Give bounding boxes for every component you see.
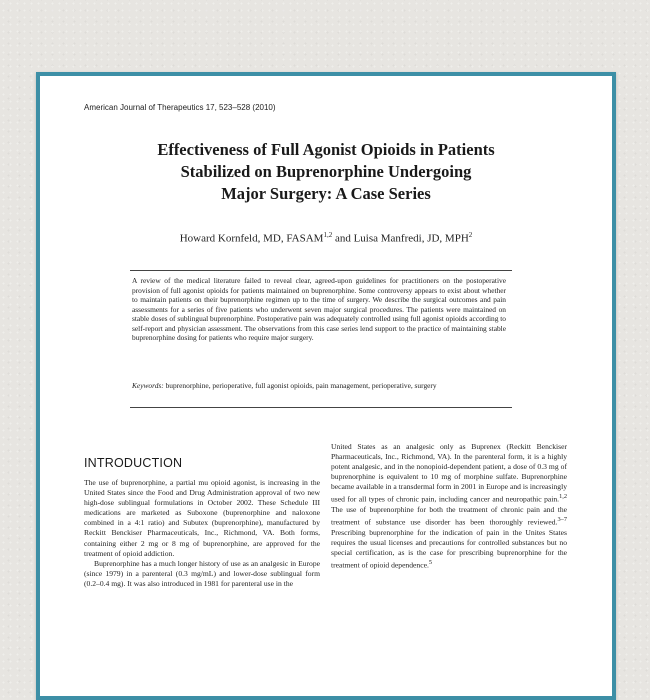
paragraph-text: Prescribing buprenorphine for the indication of pain in the Unites States requires the usual licenses and precautions for controlled substances but no special certification, as is the case for prescribing buprenorphine for the treatment of opioid dependence. xyxy=(331,527,567,570)
paragraph xyxy=(331,442,567,571)
article-title xyxy=(40,139,612,205)
document-frame xyxy=(36,72,616,700)
title-line-1: Effectiveness of Full Agonist Opioids in Patients xyxy=(157,140,495,159)
abstract-bottom-rule xyxy=(130,407,512,408)
section-heading-introduction: INTRODUCTION xyxy=(84,456,183,470)
author-1-affiliation: 1,2 xyxy=(323,231,333,239)
title-line-2: Stabilized on Buprenorphine Undergoing xyxy=(180,162,472,181)
author-1: Howard Kornfeld, MD, FASAM xyxy=(179,232,324,245)
keywords xyxy=(132,381,506,391)
author-joiner: and xyxy=(332,232,354,245)
author-list xyxy=(40,231,612,245)
paragraph: Buprenorphine has a much longer history of use as an analgesic in Europe (since 1979) in a parenteral (0.3 mg/mL) and lower-dose sublingual form (0.2–0.4 mg). It was also introduced in 1981 for parenteral use in the xyxy=(84,558,320,588)
author-2-affiliation: 2 xyxy=(468,231,473,239)
paragraph-text: United States as an analgesic only as Buprenex (Reckitt Benckiser Pharmaceuticals, Inc., Richmond, VA). In the parenteral form, it is a highly potent analgesic, and in the nonopioid-dependent patient, a dose of 0.3 mg of buprenorphine is equivalent to 10 mg of morphine sulfate. Buprenorphine became available in a transdermal form in 2001 in Europe and is increasingly used for all types of chronic pain, including cancer and neuropathic pain. xyxy=(331,442,567,504)
paragraph-text: The use of buprenorphine for both the treatment of chronic pain and the treatment of substance use disorder has been thoroughly reviewed. xyxy=(331,505,567,527)
paper-page xyxy=(40,76,612,696)
keywords-list: buprenorphine, perioperative, full agonist opioids, pain management, perioperative, surgery xyxy=(163,381,437,390)
abstract-text: A review of the medical literature failed to reveal clear, agreed-upon guidelines for practitioners on the postoperative provision of full agonist opioids for patients maintained on buprenorphine. Some controversy appears to exist about whether to maintain patients on their buprenorphine regimen up to the time of surgery. We describe the surgical outcomes and pain assessments for a series of five patients who underwent seven major surgical procedures. The patients were maintained on stable doses of sublingual buprenorphine. Postoperative pain was adequately controlled using full agonist opioids according to self-report and physician assessment. The observations from this case series lend support to the practice of maintaining stable buprenorphine dosing for patients who require major surgery. xyxy=(132,276,506,342)
body-column-right xyxy=(331,442,567,571)
body-column-left xyxy=(84,478,320,589)
abstract-top-rule xyxy=(130,270,512,271)
author-2: Luisa Manfredi, JD, MPH xyxy=(353,232,469,245)
citation-ref: 3–7 xyxy=(557,516,567,524)
citation-ref: 5 xyxy=(428,559,433,567)
paragraph: The use of buprenorphine, a partial mu opioid agonist, is increasing in the United States since the Food and Drug Administration approval of two new high-dose sublingual formulations in October 2002. These Schedule III medications are marketed as Suboxone (buprenorphine and naloxone combined in a 4:1 ratio) and Subutex (buprenorphine), manufactured by Reckitt Benckiser Pharmaceuticals, Inc., Richmond, VA. Both forms, containing either 2 mg or 8 mg of buprenorphine, are approved for the treatment of opioid addiction. xyxy=(84,478,320,558)
title-line-3: Major Surgery: A Case Series xyxy=(221,184,431,203)
citation-ref: 1,2 xyxy=(559,493,567,501)
keywords-label: Keywords: xyxy=(132,381,164,390)
journal-citation: American Journal of Therapeutics 17, 523–528 (2010) xyxy=(84,103,276,112)
